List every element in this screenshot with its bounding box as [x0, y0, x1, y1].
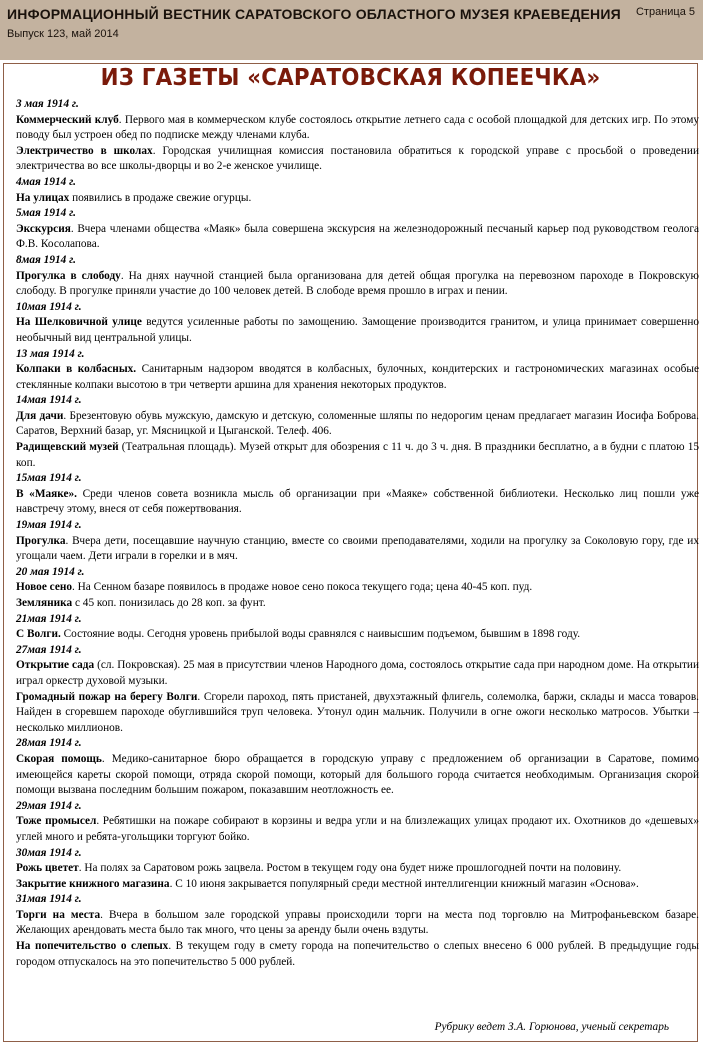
news-item-headline: На попечительство о слепых	[16, 940, 169, 953]
news-item	[16, 269, 699, 300]
entry-date: 28мая 1914 г.	[16, 737, 82, 750]
entry-date: 20 мая 1914 г.	[16, 565, 85, 578]
news-item-text: . Городская училищная комиссия постановила обратиться к городской управе с просьбой о проведении электричества во все школы-дворцы и во 2-е женское училище.	[16, 144, 699, 173]
news-item-text: . На Сенном базаре появилось в продаже новое сено покоса текущего года; цена 40-45 коп. пуд.	[72, 581, 533, 594]
news-item-text: . Ребятишки на пожаре собирают в корзины и ведра угли и на близлежащих улицах продают их. Охотников до «дешевых» углей много и ребята-угольщики торгуют бойко.	[16, 815, 699, 843]
news-item	[16, 658, 699, 689]
news-item-headline: Земляника	[16, 597, 73, 609]
news-item-text: . На полях за Саратовом рожь зацвела. Ростом в текущем году она будет ниже прошлогодней почти на половину.	[78, 862, 622, 875]
entry-date: 27мая 1914 г.	[16, 643, 82, 656]
news-item-headline: Рожь цветет	[16, 862, 79, 875]
article-credit: Рубрику ведет З.А. Горюнова, ученый секретарь	[434, 1021, 669, 1033]
entry-date: 14мая 1914 г.	[16, 394, 82, 407]
entry-date: 13 мая 1914 г.	[16, 347, 85, 360]
news-item-headline: В «Маяке».	[16, 487, 77, 500]
entry-date: 10мая 1914 г.	[16, 300, 82, 313]
news-item-headline: Для дачи	[16, 409, 64, 422]
news-item-text: . Сгорели пароход, пять пристаней, двухэтажный флигель, солемолка, баржи, склады и масса товаров. Найден в сгоревшем пароходе обуглившийся труп человека. Утонул один мальчик. Получили в огне ожоги несколько матросов. Убытки – несколько миллионов.	[16, 690, 699, 734]
issue-info: Выпуск 123, май 2014	[7, 28, 119, 40]
news-item	[16, 440, 699, 471]
news-item-text: . Первого мая в коммерческом клубе состоялось открытие летнего сада с особой площадкой для детских игр. По этому поводу был устроен обед по подписке между членами клуба.	[16, 113, 699, 142]
news-item-text: Санитарным надзором вводятся в колбасных, булочных, кондитерских и гастрономических магазинах особые стеклянные колпаки высотою в три четверти аршина для хранения некоторых продуктов.	[16, 363, 699, 391]
news-item	[16, 939, 699, 970]
news-item-text: . Вчера дети, посещавшие научную станцию, вместе со своими преподавателями, ходили на прогулку за Соколовую гору, где их угощали чаем. Дети играли в горелки и в мяч.	[16, 534, 699, 563]
news-item	[16, 814, 699, 845]
news-item	[16, 861, 699, 877]
entry-date: 5мая 1914 г.	[16, 207, 76, 220]
news-item-headline: Громадный пожар на берегу Волги	[16, 690, 198, 703]
newsletter-header	[0, 0, 703, 60]
news-item-headline: Радищевский музей	[16, 441, 119, 454]
news-item-text: . В текущем году в смету города на попечительство о слепых внесено 6 000 рублей. В предыдущие годы городом отпускалось на это попечительство 5 000 рублей.	[16, 940, 699, 968]
news-item-text: . Вчера в большом зале городской управы происходили торги на места под торговлю на Митрофаньевском базаре. Желающих арендовать места было так много, что цены за аренду были очень вздуты.	[16, 908, 699, 937]
news-item	[16, 877, 699, 893]
news-item-text: . Вчера членами общества «Маяк» была совершена экскурсия на железнодорожный песчаный карьер под руководством геолога Ф.В. Косолапова.	[16, 222, 699, 251]
entry-date: 8мая 1914 г.	[16, 253, 76, 266]
news-item-text: Среди членов совета возникла мысль об организации при «Маяке» собственной библиотеки. Несколько лиц пошли уже навстречу этому, внеся от себя пожертвования.	[16, 487, 699, 516]
entry-date: 21мая 1914 г.	[16, 612, 82, 625]
news-item-text: с 45 коп. понизилась до 28 коп. за фунт.	[72, 597, 266, 609]
news-item-headline: Прогулка	[16, 534, 66, 547]
entry-date: 4мая 1914 г.	[16, 175, 76, 188]
news-item	[16, 534, 699, 565]
article-body	[16, 97, 699, 970]
news-item	[16, 222, 699, 253]
news-item-headline: Экскурсия	[16, 222, 71, 235]
entry-date: 3 мая 1914 г.	[16, 98, 79, 110]
entry-date: 31мая 1914 г.	[16, 893, 82, 906]
entry-date: 29мая 1914 г.	[16, 799, 82, 812]
news-item-headline: На улицах	[16, 191, 70, 204]
news-item-text: появились в продаже свежие огурцы.	[69, 191, 252, 204]
news-item-text: . На днях научной станцией была организована для детей общая прогулка на перевозном пароходе в Покровскую слободу. В прогулке приняли участие до 100 человек детей. В слободе время прошло в играх и пении.	[16, 269, 699, 298]
news-item	[16, 580, 699, 596]
news-item	[16, 191, 699, 207]
news-item	[16, 487, 699, 518]
news-item-headline: Новое сено	[16, 581, 72, 594]
news-item-headline: Скорая помощь	[16, 752, 102, 765]
news-item	[16, 409, 699, 440]
news-item	[16, 315, 699, 346]
news-item-text: Состояние воды. Сегодня уровень прибылой воды сравнялся с наивысшим подъемом, бывшим в 1898 году.	[60, 628, 581, 641]
newsletter-title: ИНФОРМАЦИОННЫЙ ВЕСТНИК САРАТОВСКОГО ОБЛАСТНОГО МУЗЕЯ КРАЕВЕДЕНИЯ	[7, 6, 621, 22]
news-item-headline: Прогулка в слободу	[16, 269, 121, 282]
page-number: Страница 5	[635, 6, 695, 18]
news-item	[16, 144, 699, 175]
news-item-headline: Коммерческий клуб	[16, 113, 119, 126]
news-item-headline: Тоже промысел	[16, 815, 97, 828]
news-item-headline: На Шелковичной улице	[16, 316, 142, 329]
news-item	[16, 362, 699, 393]
news-item-headline: Закрытие книжного магазина	[16, 877, 170, 890]
entry-date: 19мая 1914 г.	[16, 519, 82, 532]
news-item	[16, 627, 699, 643]
news-item-text: . Медико-санитарное бюро обращается в городскую управу с предложением об организации в Саратове, помимо имеющейся кареты скорой помощи, отряда скорой помощи, который для большого города считается необходимым. Организация скорой помощи вызвана последним большим пожаром, показавшим неотложность ее.	[16, 752, 700, 797]
article-title: ИЗ ГАЗЕТЫ «САРАТОВСКАЯ КОПЕЕЧКА»	[100, 65, 601, 91]
news-item-text: . С 10 июня закрывается популярный среди местной интеллигенции книжный магазин «Основа».	[169, 877, 639, 890]
news-item	[16, 113, 699, 144]
news-item-headline: С Волги.	[16, 628, 61, 641]
news-item-text: (Театральная площадь). Музей открыт для обозрения с 11 ч. до 3 ч. дня. В праздники бесплатно, а в будни с платою 15 коп.	[16, 441, 699, 469]
news-item	[16, 908, 699, 939]
news-item	[16, 596, 699, 612]
news-item-text: . Брезентовую обувь мужскую, дамскую и детскую, соломенные шляпы по недорогим ценам предлагает магазин Иосифа Боброва. Саратов, Верхний базар, уг. Мясницкой и Цыганской. Телеф. 406.	[16, 409, 699, 438]
news-item-headline: Открытие сада	[16, 659, 95, 672]
news-item-headline: Торги на места	[16, 908, 101, 921]
news-item	[16, 690, 699, 737]
news-item-headline: Электричество в школах	[16, 144, 153, 157]
entry-date: 30мая 1914 г.	[16, 846, 82, 859]
article-frame	[3, 63, 698, 1042]
news-item-headline: Колпаки в колбасных.	[16, 363, 137, 376]
news-item	[16, 752, 699, 799]
news-item-text: ведутся усиленные работы по замощению. Замощение производится гранитом, и улица принимает совершенно необычный вид центральной улицы.	[16, 316, 700, 344]
entry-date: 15мая 1914 г.	[16, 472, 82, 485]
news-item-text: (сл. Покровская). 25 мая в присутствии членов Народного дома, состоялось открытие сада при народном доме. На открытии играл оркестр духовой музыки.	[16, 659, 699, 687]
